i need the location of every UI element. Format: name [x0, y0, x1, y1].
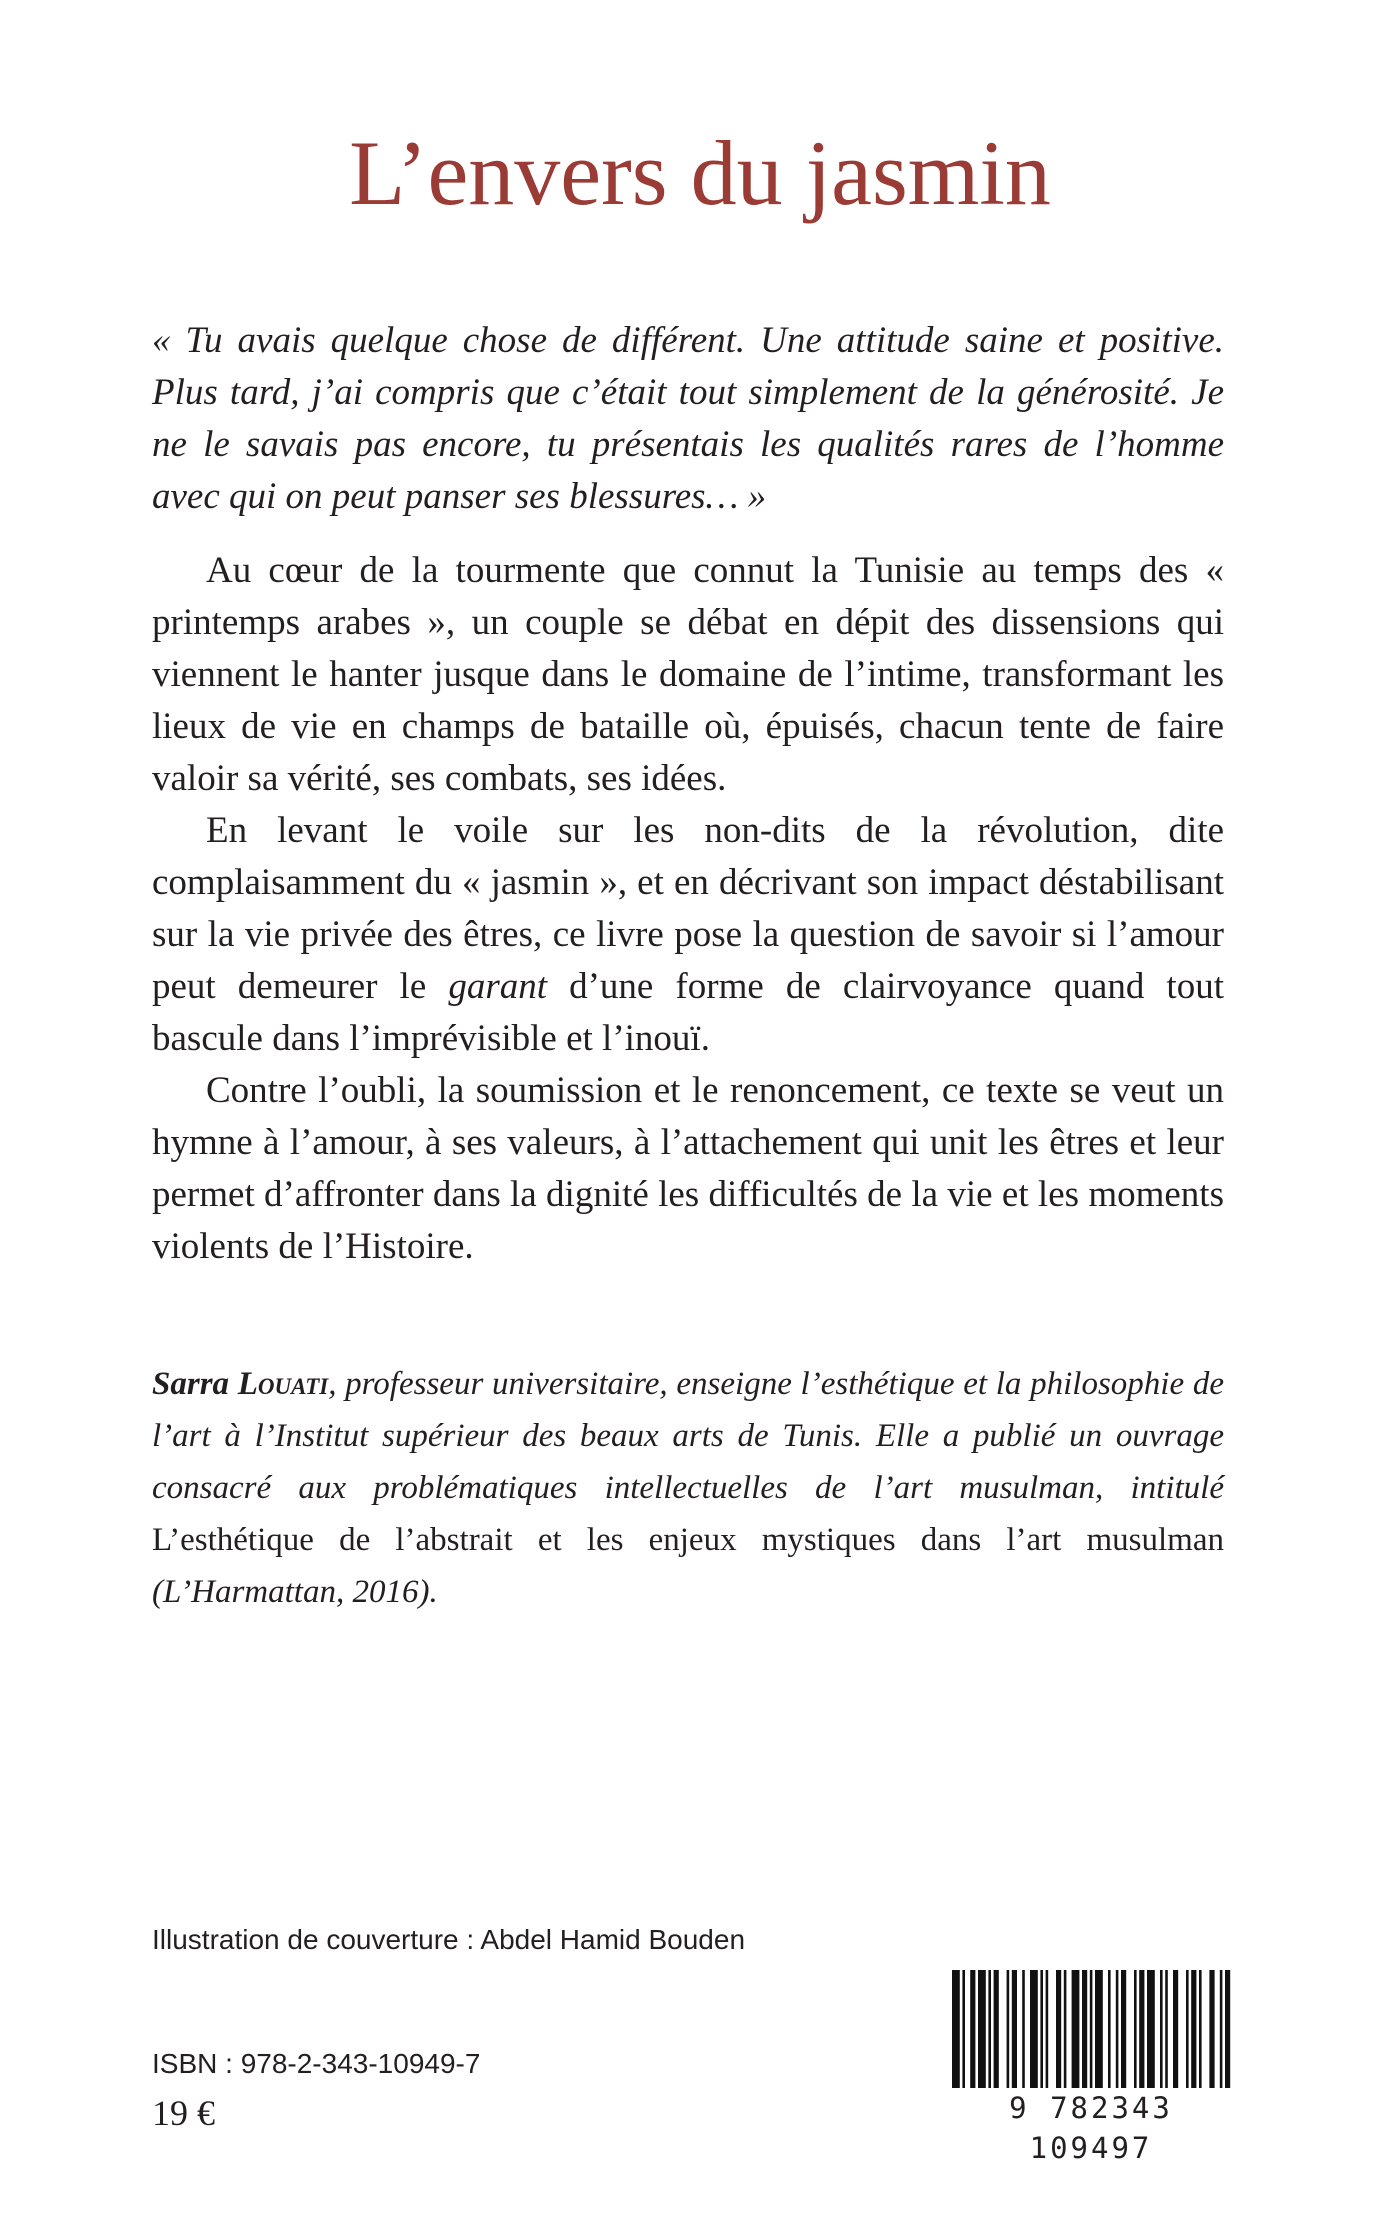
barcode-bars	[946, 1970, 1236, 2094]
barcode-bar	[1095, 1970, 1103, 2094]
barcode-bar	[1082, 1970, 1087, 2094]
barcode-bar	[1116, 1970, 1119, 2094]
author-bio-part2: (L’Harmattan, 2016).	[152, 1574, 438, 1610]
barcode-bar	[1090, 1970, 1093, 2094]
barcode-bar	[1030, 1970, 1038, 2094]
barcode-bar	[1022, 1970, 1025, 2094]
barcode-bar	[1134, 1970, 1137, 2094]
barcode-bar	[962, 1970, 965, 2094]
barcode-bar	[1064, 1970, 1067, 2094]
author-last-name: Louati	[237, 1366, 329, 1402]
barcode-bar	[1225, 1970, 1230, 2094]
barcode-bar	[970, 1970, 975, 2094]
summary-p2-italic-word: garant	[448, 966, 548, 1007]
barcode-bar	[1139, 1970, 1144, 2094]
book-title: L’envers du jasmin	[349, 122, 1051, 224]
barcode-bar	[1046, 1970, 1049, 2094]
author-bio-part1: , professeur universitaire, enseigne l’esthétique et la philosophie de l’art à l’Institut supérieur des beaux arts de Tunis. Elle a publié un ouvrage consacré aux problématiques intellectuelles de l’art musulman, intitulé	[152, 1366, 1224, 1506]
summary-p2-text-before: En levant le voile sur les non-dits de la révolution, dite complaisamment du « jasmin », et en décrivant son impact déstabilisant sur la vie privée des êtres, ce livre pose la question de savoir si l’amour peut demeurer le	[152, 810, 1224, 1007]
barcode-bar	[1108, 1970, 1111, 2094]
barcode-bar	[1165, 1970, 1168, 2094]
barcode-bar	[1186, 1970, 1189, 2094]
barcode-bar	[1012, 1970, 1017, 2094]
author-first-name: Sarra	[152, 1366, 230, 1402]
barcode-bar	[1007, 1970, 1010, 2094]
barcode-bar	[1191, 1970, 1196, 2094]
summary-paragraph-3: Contre l’oubli, la soumission et le renoncement, ce texte se veut un hymne à l’amour, à ses valeurs, à l’attachement qui unit les êtres et leur permet d’affronter dans la dignité les difficultés de la vie et les moments violents de l’Histoire.	[152, 1070, 1224, 1267]
book-summary	[152, 545, 1224, 1273]
summary-paragraph-1: Au cœur de la tourmente que connut la Tunisie au temps des « printemps arabes », un couple se débat en dépit des dissensions qui viennent le hanter jusque dans le domaine de l’intime, transformant les lieux de vie en champs de bataille où, épuisés, chacun tente de faire valoir sa vérité, ses combats, ses idées.	[152, 550, 1224, 799]
barcode-bar	[1121, 1970, 1126, 2094]
barcode-bar	[1173, 1970, 1178, 2094]
barcode-bar	[1072, 1970, 1080, 2094]
barcode-bar	[994, 1970, 999, 2094]
barcode-bar	[1040, 1970, 1043, 2094]
summary-paragraph-2	[152, 805, 1224, 1065]
author-previous-book-title: L’esthétique de l’abstrait et les enjeux mystiques dans l’art musulman	[152, 1522, 1224, 1558]
barcode-bar	[952, 1970, 960, 2094]
barcode-bar	[1209, 1970, 1214, 2094]
author-bio	[152, 1358, 1224, 1618]
barcode-bar	[988, 1970, 991, 2094]
barcode-bar	[1056, 1970, 1061, 2094]
author-name	[152, 1366, 328, 1402]
back-cover-quote: « Tu avais quelque chose de différent. Une attitude saine et positive. Plus tard, j’ai compris que c’était tout simplement de la générosité. Je ne le savais pas encore, tu présentais les qualités rares de l’homme avec qui on peut panser ses blessures… »	[152, 320, 1224, 517]
barcode-digits: 9 782343 109497	[946, 2088, 1236, 2168]
barcode-bar	[1160, 1970, 1163, 2094]
barcode-bar	[1220, 1970, 1223, 2094]
barcode-bar	[1147, 1970, 1155, 2094]
isbn: ISBN : 978-2-343-10949-7	[152, 2048, 481, 2079]
summary-p2-text-after: d’une forme de clairvoyance quand tout bascule dans l’imprévisible et l’inouï.	[152, 966, 1224, 1059]
price: 19 €	[152, 2093, 215, 2133]
barcode-bar	[1199, 1970, 1202, 2094]
barcode	[946, 1970, 1236, 2165]
barcode-bar	[978, 1970, 986, 2094]
cover-illustration-credit: Illustration de couverture : Abdel Hamid Bouden	[152, 1924, 746, 1955]
